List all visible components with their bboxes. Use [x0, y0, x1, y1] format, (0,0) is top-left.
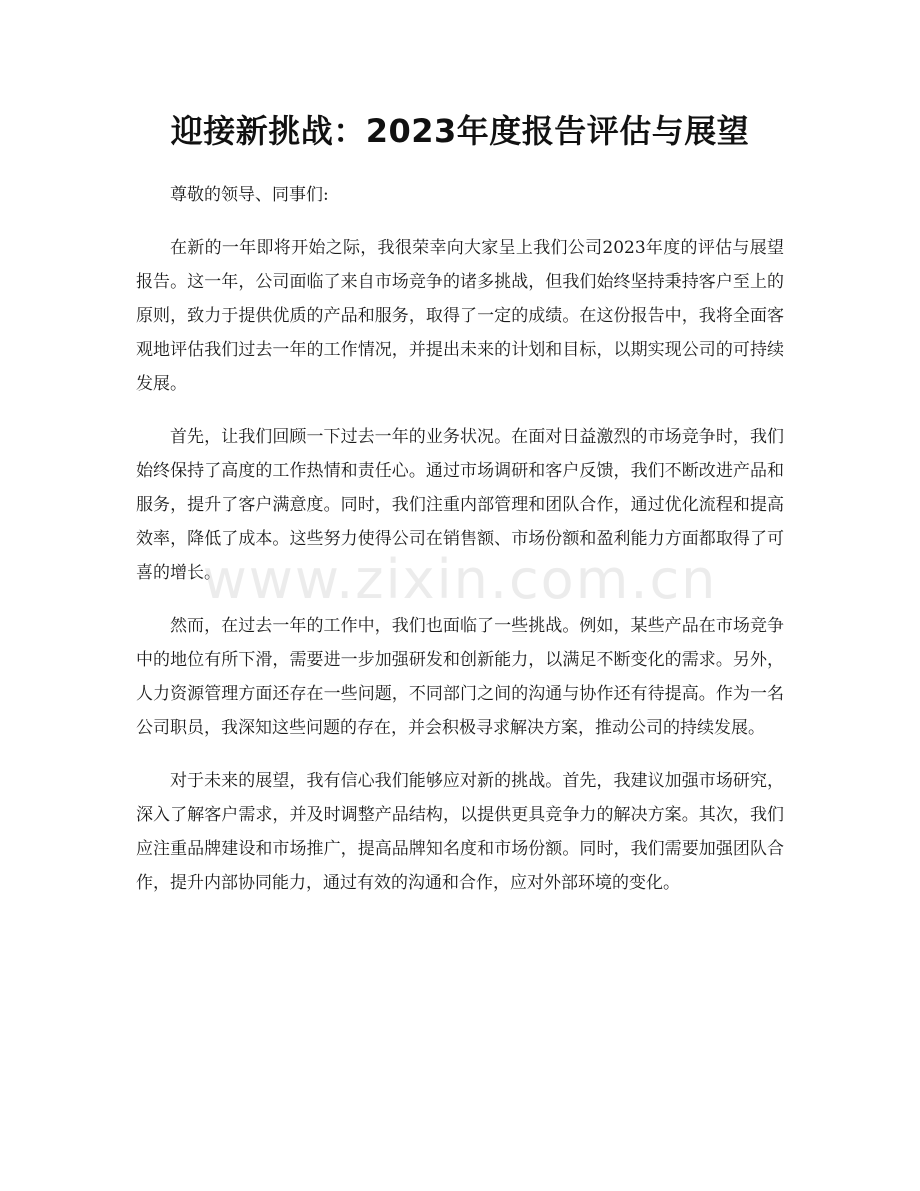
paragraph-challenges: 然而，在过去一年的工作中，我们也面临了一些挑战。例如，某些产品在市场竞争中的地位有所下滑，需要进一步加强研发和创新能力，以满足不断变化的需求。另外，人力资源管理方面还存在一些问题，不同部门之间的沟通与协作还有待提高。作为一名公司职员，我深知这些问题的存在，并会积极寻求解决方案，推动公司的持续发展。	[136, 616, 784, 738]
paragraph-intro: 在新的一年即将开始之际，我很荣幸向大家呈上我们公司2023年度的评估与展望报告。这一年，公司面临了来自市场竞争的诸多挑战，但我们始终坚持秉持客户至上的原则，致力于提供优质的产品和服务，取得了一定的成绩。在这份报告中，我将全面客观地评估我们过去一年的工作情况，并提出未来的计划和目标，以期实现公司的可持续发展。	[136, 238, 784, 394]
watermark: www.zixin.com.cn	[202, 548, 718, 611]
paragraph-review: 首先，让我们回顾一下过去一年的业务状况。在面对日益激烈的市场竞争时，我们始终保持了高度的工作热情和责任心。通过市场调研和客户反馈，我们不断改进产品和服务，提升了客户满意度。同时，我们注重内部管理和团队合作，通过优化流程和提高效率，降低了成本。这些努力使得公司在销售额、市场份额和盈利能力方面都取得了可喜的增长。	[136, 427, 784, 583]
document-title: 迎接新挑战：2023年度报告评估与展望	[170, 112, 750, 150]
paragraph-outlook: 对于未来的展望，我有信心我们能够应对新的挑战。首先，我建议加强市场研究，深入了解客户需求，并及时调整产品结构，以提供更具竞争力的解决方案。其次，我们应注重品牌建设和市场推广，提高品牌知名度和市场份额。同时，我们需要加强团队合作，提升内部协同能力，通过有效的沟通和合作，应对外部环境的变化。	[136, 771, 784, 893]
greeting: 尊敬的领导、同事们:	[170, 185, 329, 205]
document-body	[136, 178, 784, 919]
